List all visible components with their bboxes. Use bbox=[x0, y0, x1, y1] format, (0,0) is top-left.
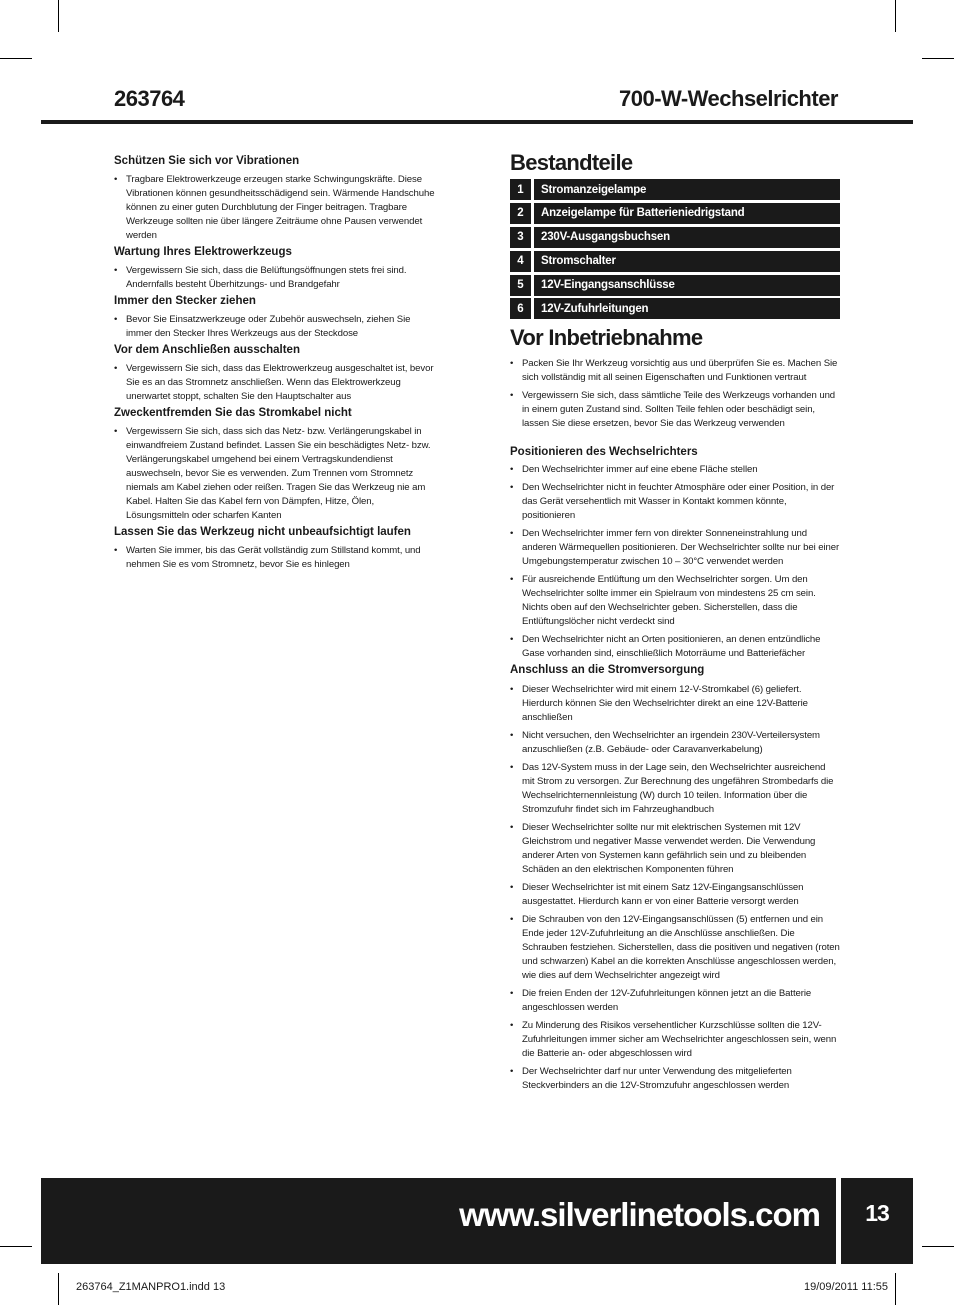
section-heading: Schützen Sie sich vor Vibrationen bbox=[114, 155, 300, 167]
part-row bbox=[510, 298, 840, 319]
bullet-item: • Warten Sie immer, bis das Gerät vollständig zum Stillstand kommt, und nehmen Sie es vom Stromnetz, bevor Sie es hinlegen bbox=[114, 544, 436, 572]
bullet-list bbox=[114, 313, 436, 341]
section-heading: Zweckentfremden Sie das Stromkabel nicht bbox=[114, 407, 352, 419]
crop-mark bbox=[58, 0, 59, 32]
vor-inbetriebnahme-list bbox=[510, 357, 840, 431]
bullet-item: • Bevor Sie Einsatzwerkzeuge oder Zubehör auswechseln, ziehen Sie immer den Stecker Ihres Werkzeugs aus der Steckdose bbox=[114, 313, 436, 341]
part-label: 230V-Ausgangsbuchsen bbox=[534, 227, 840, 248]
bullet-item: • Packen Sie Ihr Werkzeug vorsichtig aus und überprüfen Sie es. Machen Sie sich vollständig mit all seinen Eigenschaften und Funktionen vertraut bbox=[510, 357, 840, 385]
bullet-item: • Den Wechselrichter nicht in feuchter Atmosphäre oder einer Position, in der das Gerät versehentlich mit Wasser in Kontakt kommen könnte, positionieren bbox=[510, 481, 840, 523]
part-number: 5 bbox=[510, 275, 531, 296]
part-number: 6 bbox=[510, 298, 531, 319]
bullet-item: • Die freien Enden der 12V-Zufuhrleitungen können jetzt an die Batterie angeschlossen werden bbox=[510, 987, 840, 1015]
bullet-item: • Für ausreichende Entlüftung um den Wechselrichter sorgen. Um den Wechselrichter sollte immer ein Spielraum von mindestens 25 cm sein. Nichts oben auf den Wechselrichter geben. Sicherstellen, dass die Entlüftungslöcher nicht verdeckt sind bbox=[510, 573, 840, 629]
page-number-box bbox=[841, 1178, 913, 1264]
section-heading: Wartung Ihres Elektrowerkzeugs bbox=[114, 246, 292, 258]
crop-mark bbox=[922, 58, 954, 59]
bullet-list bbox=[114, 264, 436, 292]
anschluss-list bbox=[510, 683, 840, 1093]
bullet-item: • Dieser Wechselrichter wird mit einem 12-V-Stromkabel (6) geliefert. Hierdurch können Sie den Wechselrichter direkt an eine 12V-Batterie anschließen bbox=[510, 683, 840, 725]
footer-bar bbox=[41, 1178, 836, 1264]
positionieren-heading: Positionieren des Wechselrichters bbox=[510, 446, 698, 459]
bullet-list bbox=[114, 173, 436, 243]
bullet-item: • Nicht versuchen, den Wechselrichter an irgendein 230V-Verteilersystem anzuschließen (z.B. Gebäude- oder Caravanverkabelung) bbox=[510, 729, 840, 757]
section-heading: Lassen Sie das Werkzeug nicht unbeaufsichtigt laufen bbox=[114, 526, 411, 538]
part-number: 1 bbox=[510, 179, 531, 200]
page-number: 13 bbox=[865, 1200, 889, 1226]
part-number: 4 bbox=[510, 251, 531, 272]
product-code: 263764 bbox=[114, 86, 185, 111]
bullet-item: • Dieser Wechselrichter ist mit einem Satz 12V-Eingangsanschlüssen ausgestattet. Hierdurch kann er von einer Batterie versorgt werden bbox=[510, 881, 840, 909]
part-label: Anzeigelampe für Batterieniedrigstand bbox=[534, 203, 840, 224]
part-label: 12V-Zufuhrleitungen bbox=[534, 298, 840, 319]
bullet-item: • Dieser Wechselrichter sollte nur mit elektrischen Systemen mit 12V Gleichstrom und negativer Masse verwendet werden. Die Verwendung anderer Arten von Systemen kann gefährlich sein und zu bleibenden Schäden an den elektrischen Komponenten führen bbox=[510, 821, 840, 877]
bullet-item: • Den Wechselrichter immer auf eine ebene Fläche stellen bbox=[510, 463, 840, 477]
part-row bbox=[510, 203, 840, 224]
safety-column bbox=[114, 152, 436, 574]
header-rule bbox=[41, 120, 913, 124]
part-row bbox=[510, 227, 840, 248]
bullet-item: • Die Schrauben von den 12V-Eingangsanschlüssen (5) entfernen und ein Ende jeder 12V-Zufuhrleitung an die Anschlüsse anschließen. Die Schrauben festziehen. Sicherstellen, dass die positiven und negativen (roten und schwarzen) Kabel an die korrekten Anschlüsse angeschlossen werden, wie dies auf dem Wechselrichter angezeigt wird bbox=[510, 913, 840, 983]
bullet-item: • Den Wechselrichter nicht an Orten positionieren, an denen entzündliche Gase vorhanden sind, einschließlich Motorräume und Batteriefächer bbox=[510, 633, 840, 661]
bullet-item: • Vergewissern Sie sich, dass sämtliche Teile des Werkzeugs vorhanden und in einem guten Zustand sind. Sollten Teile fehlen oder beschädigt sein, lassen Sie diese ersetzen, bevor Sie das Werkzeug verwenden bbox=[510, 389, 840, 431]
bullet-item: • Der Wechselrichter darf nur unter Verwendung des mitgelieferten Steckverbinders an die 12V-Stromzufuhr angeschlossen werden bbox=[510, 1065, 840, 1093]
crop-mark bbox=[895, 1273, 896, 1305]
website-link[interactable]: www.silverlinetools.com bbox=[459, 1196, 820, 1233]
part-label: Stromanzeigelampe bbox=[534, 179, 840, 200]
crop-mark bbox=[0, 1246, 32, 1247]
main-column bbox=[510, 150, 840, 1097]
bullet-list bbox=[114, 544, 436, 572]
section-heading: Vor dem Anschließen ausschalten bbox=[114, 344, 300, 356]
vor-inbetriebnahme-heading: Vor Inbetriebnahme bbox=[510, 325, 703, 351]
crop-mark bbox=[922, 1246, 954, 1247]
section-heading: Immer den Stecker ziehen bbox=[114, 295, 256, 307]
bullet-list bbox=[114, 362, 436, 404]
part-number: 3 bbox=[510, 227, 531, 248]
part-label: Stromschalter bbox=[534, 251, 840, 272]
part-number: 2 bbox=[510, 203, 531, 224]
bullet-list bbox=[114, 425, 436, 523]
positionieren-list bbox=[510, 463, 840, 661]
crop-mark bbox=[0, 58, 32, 59]
bullet-item: • Vergewissern Sie sich, dass sich das Netz- bzw. Verlängerungskabel in einwandfreiem Zustand befindet. Lassen Sie ein beschädigtes Netz- bzw. Verlängerungskabel umgehend bei einem Vertragskundendienst auswechseln, bevor Sie es verwenden. Zum Trennen vom Stromnetz niemals am Kabel ziehen oder reißen. Tragen Sie das Werkzeug nie am Kabel. Halten Sie das Kabel fern von Dämpfen, Hitze, Ölen, Lösungsmitteln oder scharfen Kanten bbox=[114, 425, 436, 523]
bullet-item: • Vergewissern Sie sich, dass die Belüftungsöffnungen stets frei sind. Andernfalls besteht Überhitzungs- und Brandgefahr bbox=[114, 264, 436, 292]
bullet-item: • Das 12V-System muss in der Lage sein, den Wechselrichter ausreichend mit Strom zu versorgen. Zur Berechnung des ungefähren Strombedarfs die Wechselrichternennleistung (W) durch 10 teilen. Information über die Stromzufuhr findet sich im Fahrzeughandbuch bbox=[510, 761, 840, 817]
crop-mark bbox=[895, 0, 896, 32]
slug-datetime: 19/09/2011 11:55 bbox=[803, 1281, 888, 1293]
parts-list bbox=[510, 179, 840, 319]
anschluss-heading: Anschluss an die Stromversorgung bbox=[510, 664, 705, 677]
bullet-item: • Tragbare Elektrowerkzeuge erzeugen starke Schwingungskräfte. Diese Vibrationen können gesundheitsschädigend sein. Wärmende Handschuhe können zu einer guten Durchblutung der Finger beitragen. Tragbare Werkzeuge sollten nie über längere Zeiträume ohne Pausen verwendet werden bbox=[114, 173, 436, 243]
page-title: 700-W-Wechselrichter bbox=[618, 86, 838, 111]
part-row bbox=[510, 275, 840, 296]
bullet-item: • Vergewissern Sie sich, dass das Elektrowerkzeug ausgeschaltet ist, bevor Sie es an das Stromnetz anschließen. Wenn das Elektrowerkzeug unerwartet stoppt, schalten Sie den Hauptschalter aus bbox=[114, 362, 436, 404]
part-label: 12V-Eingangsanschlüsse bbox=[534, 275, 840, 296]
bullet-item: • Den Wechselrichter immer fern von direkter Sonneneinstrahlung und anderen Wärmequellen positionieren. Der Wechselrichter sollte nur bei einer Umgebungstemperatur zwischen 10 – 30°C verwendet werden bbox=[510, 527, 840, 569]
bullet-item: • Zu Minderung des Risikos versehentlicher Kurzschlüsse sollten die 12V-Zufuhrleitungen immer sicher am Wechselrichter angeschlossen sein, wenn die Batterie an- oder abgeschlossen wird bbox=[510, 1019, 840, 1061]
bestandteile-heading: Bestandteile bbox=[510, 150, 633, 175]
crop-mark bbox=[58, 1273, 59, 1305]
part-row bbox=[510, 251, 840, 272]
slug-filename: 263764_Z1MANPRO1.indd 13 bbox=[76, 1281, 226, 1293]
part-row bbox=[510, 179, 840, 200]
